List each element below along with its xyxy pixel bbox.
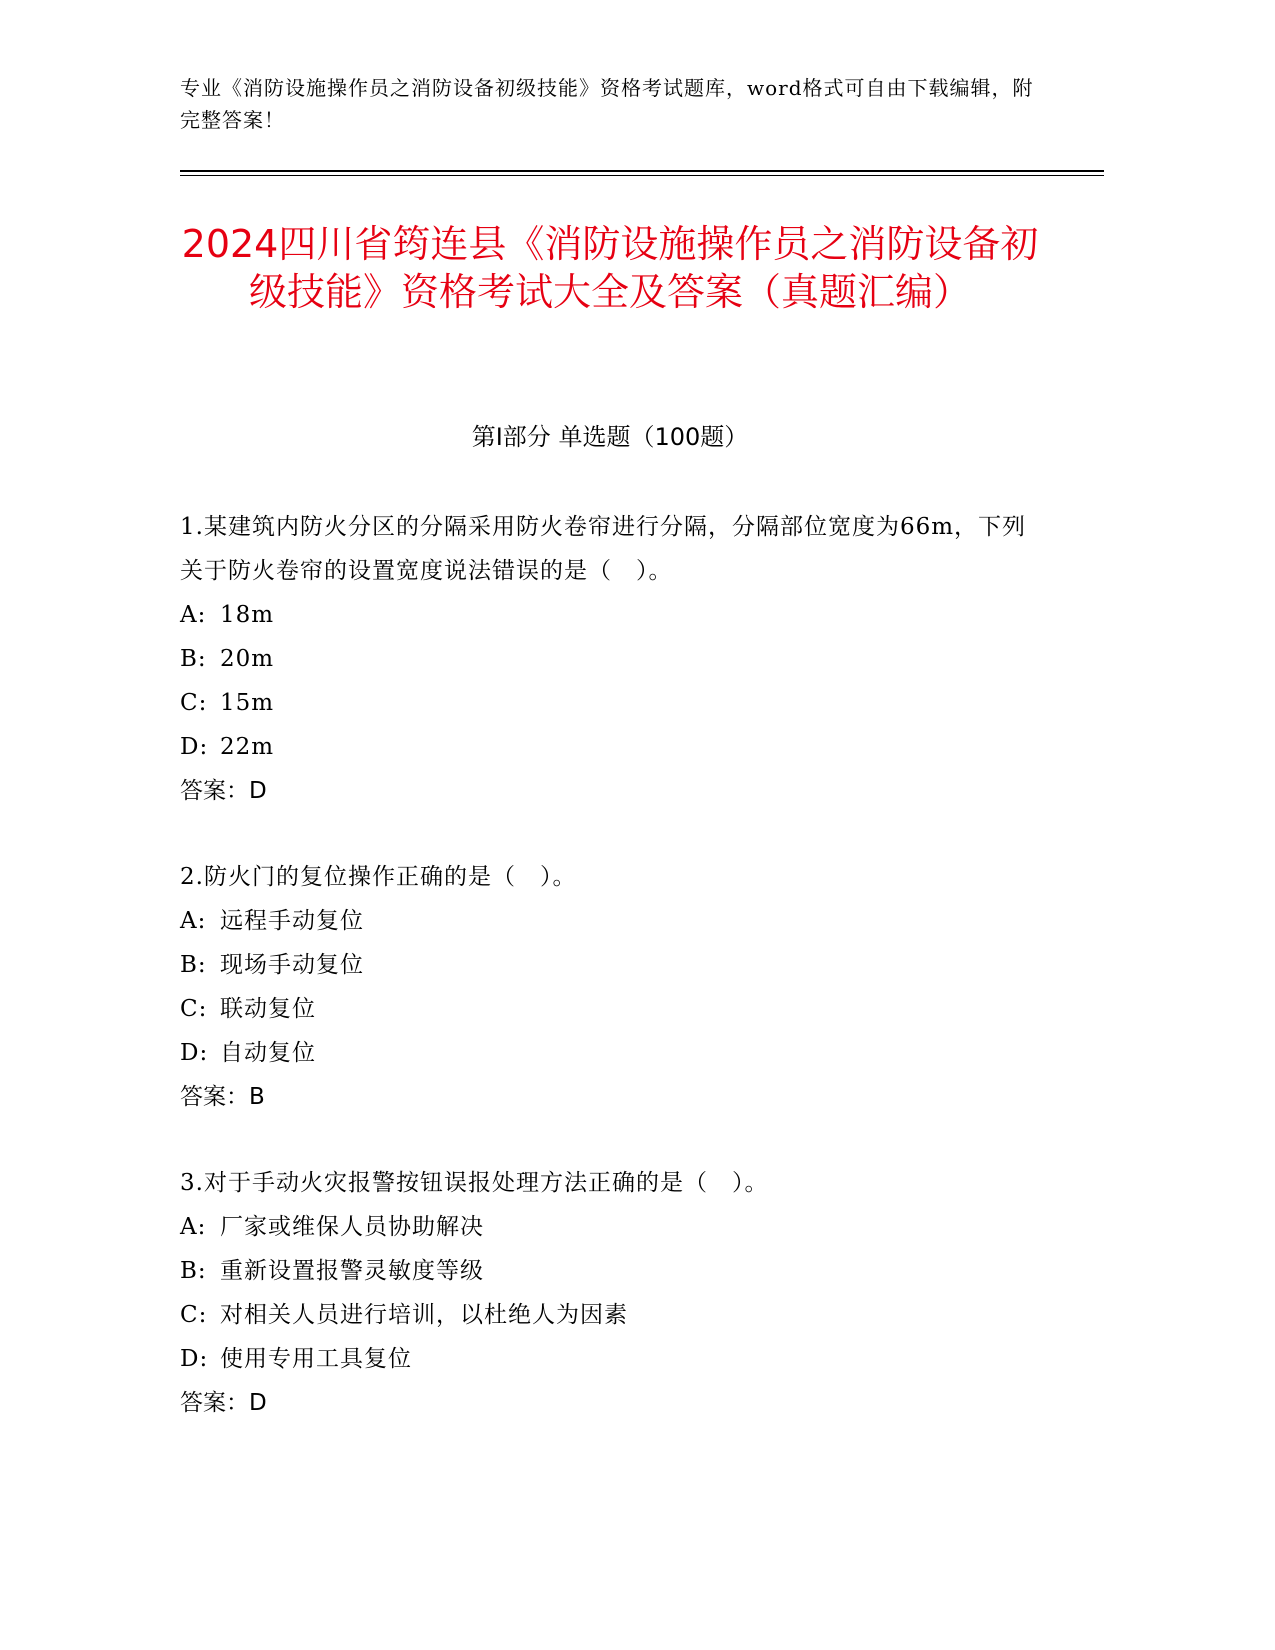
option-text: 20m (220, 646, 275, 672)
option-letter: D: (180, 734, 209, 760)
option-text: 厂家或维保人员协助解决 (220, 1214, 484, 1240)
option-a (180, 593, 1040, 637)
option-letter: B: (180, 952, 207, 978)
option-letter: C: (180, 1302, 208, 1328)
option-d (180, 725, 1040, 769)
option-d (180, 1031, 1040, 1075)
option-c (180, 987, 1040, 1031)
answer-text: 答案：D (180, 778, 267, 804)
option-a (180, 1205, 1040, 1249)
option-a (180, 899, 1040, 943)
option-letter: C: (180, 690, 208, 716)
option-text: 远程手动复位 (220, 908, 364, 934)
document-title: 2024四川省筠连县《消防设施操作员之消防设备初级技能》资格考试大全及答案（真题汇编） (181, 222, 1039, 314)
question-list (180, 505, 1040, 1467)
header-divider-thick (180, 170, 1104, 172)
option-b (180, 1249, 1040, 1293)
section-title: 第Ⅰ部分 单选题（100题） (471, 423, 749, 451)
option-d (180, 1337, 1040, 1381)
answer-text: 答案：B (180, 1084, 265, 1110)
question-text: 1.某建筑内防火分区的分隔采用防火卷帘进行分隔，分隔部位宽度为66m，下列关于防火卷帘的设置宽度说法错误的是（ ）。 (180, 514, 1027, 584)
question-2 (180, 855, 1040, 1119)
question-1 (180, 505, 1040, 813)
question-3 (180, 1161, 1040, 1425)
option-b (180, 637, 1040, 681)
header-note: 专业《消防设施操作员之消防设备初级技能》资格考试题库，word格式可自由下载编辑，附完整答案！ (180, 76, 1034, 132)
option-text: 现场手动复位 (220, 952, 364, 978)
option-c (180, 681, 1040, 725)
option-text: 使用专用工具复位 (220, 1346, 412, 1372)
answer-text: 答案：D (180, 1390, 267, 1416)
option-letter: A: (180, 602, 207, 628)
option-letter: A: (180, 1214, 207, 1240)
option-letter: D: (180, 1346, 209, 1372)
option-letter: B: (180, 646, 207, 672)
option-letter: D: (180, 1040, 209, 1066)
option-text: 15m (220, 690, 275, 716)
header-divider-thin (180, 175, 1104, 176)
option-letter: A: (180, 908, 207, 934)
question-text: 2.防火门的复位操作正确的是（ ）。 (180, 864, 577, 890)
option-text: 重新设置报警灵敏度等级 (220, 1258, 484, 1284)
option-text: 22m (220, 734, 275, 760)
option-b (180, 943, 1040, 987)
option-text: 18m (220, 602, 275, 628)
question-text: 3.对于手动火灾报警按钮误报处理方法正确的是（ ）。 (180, 1170, 769, 1196)
option-text: 自动复位 (220, 1040, 316, 1066)
option-letter: B: (180, 1258, 207, 1284)
option-c (180, 1293, 1040, 1337)
option-text: 联动复位 (220, 996, 316, 1022)
option-text: 对相关人员进行培训，以杜绝人为因素 (220, 1302, 628, 1328)
option-letter: C: (180, 996, 208, 1022)
